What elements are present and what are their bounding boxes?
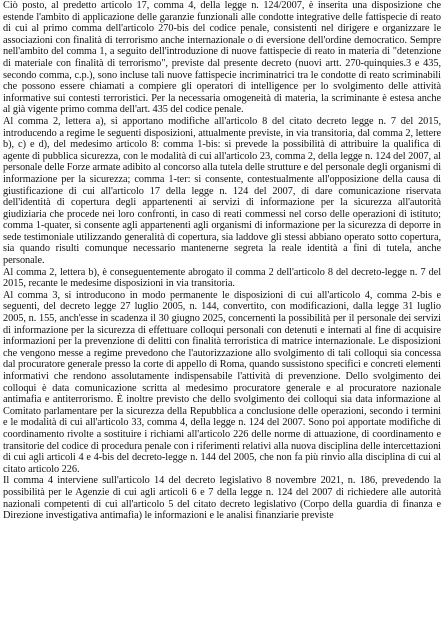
paragraph-comma-2-lettera-b: Al comma 2, lettera b), è conseguentemente abrogato il comma 2 dell'articolo 8 del decreto-legge n. 7 del 2015, recante le medesime disposizioni in via transitoria. [3,266,441,290]
paragraph-garanzie-funzionali: Ciò posto, al predetto articolo 17, comma 4, della legge n. 124/2007, è inserita una disposizione che estende l'ambito di applicazione delle garanzie funzionali alle condotte integrative delle fattispecie di reato di cui al primo comma dell'articolo 270-bis del codice penale, consistenti nel dirigere e organizzare le associazioni con finalità di terrorismo anche internazionale o di eversione dell'ordine democratico. Sempre nell'ambito del comma 1, a seguito dell'introduzione di nuove fattispecie di reato in materia di "detenzione di materiale con finalità di terrorismo", previste dal presente decreto (nuovi artt. 270-quinquies.3 e 435, secondo comma, c.p.), sono incluse tali nuove fattispecie incriminatrici tra le condotte di reato scriminabili che possono essere chiamati a compiere gli operatori di intelligence per lo svolgimento delle attività informative sui contesti terroristici. Per la necessaria omogeneità di materia, la scriminante è estesa anche al già vigente primo comma dell'art. 435 del codice penale. [3,0,441,116]
paragraph-comma-3: Al comma 3, si introducono in modo permanente le disposizioni di cui all'articolo 4, comma 2-bis e seguenti, del decreto legge 27 luglio 2005, n. 144, convertito, con modificazioni, dalla legge 31 luglio 2005, n. 155, anch'esse in scadenza il 30 giugno 2025, concernenti la possibilità per il personale dei servizi di informazione per la sicurezza di effettuare colloqui personali con detenuti e internati al fine di acquisire informazioni per la prevenzione di delitti con finalità terroristica di matrice internazionale. Le disposizioni che vengono messe a regime prevedono che l'autorizzazione allo svolgimento di tali colloqui sia concessa dal procuratore generale presso la corte di appello di Roma, quando sussistono specifici e concreti elementi informativi che rendono assolutamente indispensabile l'attività di prevenzione. Dello svolgimento dei colloqui è data comunicazione scritta al medesimo procuratore generale e al procuratore nazionale antimafia e antiterrorismo. È inoltre previsto che dello svolgimento dei colloqui sia data informazione al Comitato parlamentare per la sicurezza della Repubblica a conclusione delle operazioni, secondo i termini e le modalità di cui all'articolo 33, comma 4, della legge n. 124 del 2007. Sono poi apportate modifiche di coordinamento rivolte a sostituire i richiami all'articolo 226 delle norme di attuazione, di coordinamento e transitorie del codice di procedura penale con i riferimenti relativi alla nuova disciplina delle intercettazioni di cui agli articoli 4 e 4-bis del decreto-legge n. 144 del 2005, che non fa più rinvio alla disciplina di cui al citato articolo 226. [3,289,441,475]
paragraph-comma-4: Il comma 4 interviene sull'articolo 14 del decreto legislativo 8 novembre 2021, n. 186, prevedendo la possibilità per le Agenzie di cui agli articoli 6 e 7 della legge n. 124 del 2007 di richiedere alle autorità nazionali competenti di cui all'articolo 5 del citato decreto legislativo (Corpo della guardia di finanza e Direzione investigativa antimafia) le informazioni e le analisi finanziarie previste [3,475,441,522]
paragraph-comma-2-lettera-a: Al comma 2, lettera a), si apportano modifiche all'articolo 8 del citato decreto legge n. 7 del 2015, introducendo a regime le seguenti disposizioni, attualmente previste, in via transitoria, dal comma 2, lettere b), c) e d), del medesimo articolo 8: comma 1-bis: si prevede la possibilità di attribuire la qualifica di agente di pubblica sicurezza, con le modalità di cui all'articolo 23, comma 2, della legge n. 124 del 2007, al personale delle Forze armate adibito al concorso alla tutela delle strutture e del personale degli organismi di informazione per la sicurezza; comma 1-ter: si consente, contestualmente all'opposizione della causa di giustificazione di cui all'articolo 17 della legge n. 124 del 2007, di dare comunicazione riservata dell'identità di copertura degli appartenenti ai servizi di informazione per la sicurezza all'autorità giudiziaria che procede nei loro confronti, in caso di reati commessi nel corso delle operazioni di istituto; comma 1-quater, si consente agli appartenenti agli organismi di informazione per la sicurezza di deporre in sede testimoniale utilizzando generalità di copertura, sia laddove gli stessi abbiano operato sotto copertura, sia quando risulti comunque necessario mantenerne segreta la reale identità a fini di tutela, anche personale. [3,115,442,267]
